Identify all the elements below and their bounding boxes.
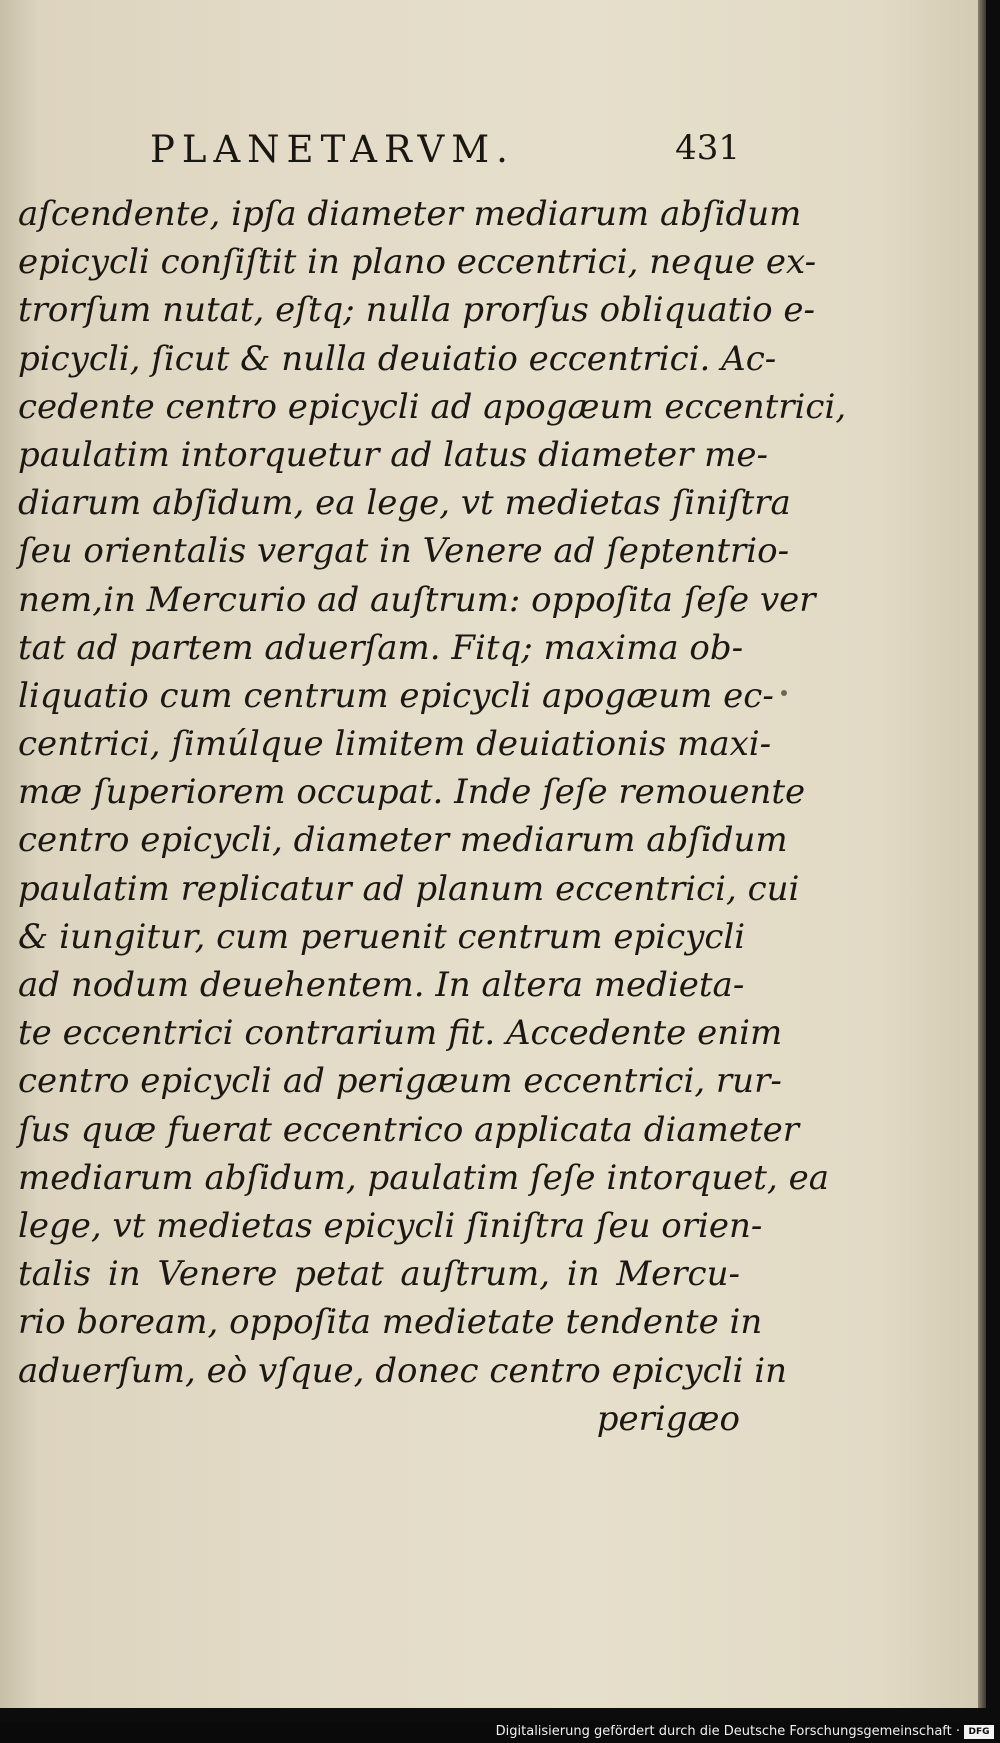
text-line: centrici, ſimúlque limitem deuiationis maxi-	[18, 724, 772, 765]
text-line: ſus quæ fuerat eccentrico applicata diameter	[18, 1109, 800, 1150]
text-line: centro epicycli, diameter mediarum abſidum	[18, 820, 788, 861]
text-line: trorſum nutat, eſtq; nulla prorſus obliquatio e-	[18, 290, 816, 331]
text-line: aſcendente, ipſa diameter mediarum abſidum	[18, 194, 802, 234]
text-line: te eccentrici contrarium fit. Accedente enim	[18, 1013, 783, 1054]
text-line: tat ad partem aduerſam. Fitq; maxima ob-	[18, 627, 744, 668]
page-number: 431	[675, 128, 740, 168]
text-line: epicycli conſiſtit in plano eccentrici, neque ex-	[18, 242, 817, 283]
text-line: paulatim intorquetur ad latus diameter me-	[18, 434, 768, 475]
funding-credit: Digitalisierung gefördert durch die Deutsche Forschungsgemeinschaft ·	[495, 1724, 960, 1739]
catchword: perigæo	[596, 1398, 740, 1439]
digitization-footer	[0, 1722, 1000, 1743]
text-line: aduerſum, eò vſque, donec centro epicycli in	[18, 1350, 787, 1391]
text-line: mediarum abſidum, paulatim ſeſe intorquet, ea	[18, 1157, 829, 1198]
text-line: lege, vt medietas epicycli ſiniſtra ſeu orien-	[18, 1205, 763, 1246]
text-line: talis in Venere petat auſtrum, in Mercu-	[18, 1254, 740, 1295]
paper-speck	[781, 690, 787, 696]
running-title: PLANETARVM.	[150, 128, 515, 171]
text-line: liquatio cum centrum epicycli apogæum ec-	[18, 675, 774, 716]
text-line: ſeu orientalis vergat in Venere ad ſeptentrio-	[18, 531, 790, 572]
text-line: picycli, ſicut & nulla deuiatio eccentrici. Ac-	[18, 338, 777, 379]
body-text	[18, 190, 847, 1443]
text-line: centro epicycli ad perigæum eccentrici, rur-	[18, 1061, 782, 1102]
text-line: mæ ſuperiorem occupat. Inde ſeſe remouente	[18, 772, 806, 813]
text-line: nem,in Mercurio ad auſtrum: oppoſita ſeſe ver	[18, 579, 816, 620]
text-line: & iungitur, cum peruenit centrum epicycli	[18, 916, 746, 957]
dfg-logo: DFG	[964, 1725, 994, 1739]
text-line: ad nodum deuehentem. In altera medieta-	[18, 965, 745, 1005]
page-header	[150, 128, 740, 178]
text-line: diarum abſidum, ea lege, vt medietas ſiniſtra	[18, 483, 791, 524]
page-edge	[978, 0, 986, 1708]
text-line: paulatim replicatur ad planum eccentrici, cui	[18, 868, 800, 909]
text-line: cedente centro epicycli ad apogæum eccentrici,	[18, 386, 847, 427]
text-line: rio boream, oppoſita medietate tendente in	[18, 1302, 763, 1343]
